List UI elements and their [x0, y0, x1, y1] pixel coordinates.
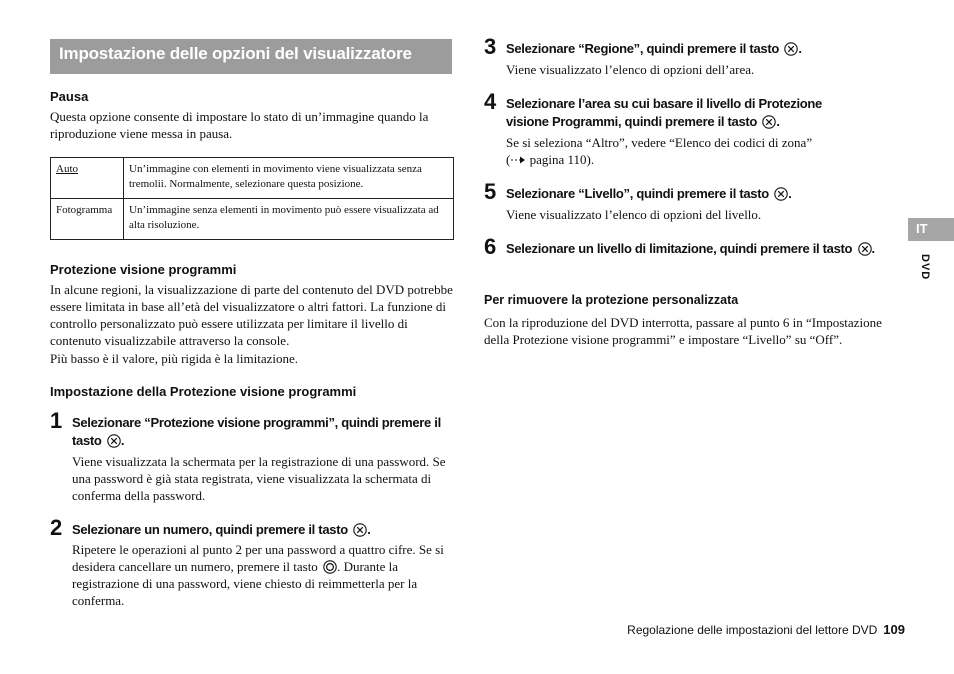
protezione-text: In alcune regioni, la visualizzazione di parte del contenuto del DVD potrebbe essere limitata in base all’età del visualizzatore o altri fattori. La funzione di controllo personalizzato può essere utilizzata per limitare il livello di contenuto visualizzabile attraverso la console. [50, 282, 453, 348]
protezione-note: Più basso è il valore, più rigida è la limitazione. [50, 351, 299, 366]
remove-text: Con la riproduzione del DVD interrotta, passare al punto 6 in “Impostazione della Protezione visione programmi” e impostare “Livello” su “Off”. [484, 315, 882, 347]
step-title: Selezionare “Protezione visione programmi”, quindi premere il tasto . [72, 415, 441, 448]
step-number: 4 [484, 89, 497, 114]
step-body: Ripetere le operazioni al punto 2 per una password a quattro cifre. Se si desidera cancellare un numero, premere il tasto . Durante la registrazione di una password, viene chiesto di reimmetterla per la conferma. [72, 542, 444, 608]
step-body: Viene visualizzata la schermata per la registrazione di una password. Se una password è già stata registrata, viene visualizzata la schermata di conferma della password. [72, 454, 446, 503]
step-title: Selezionare “Livello”, quindi premere il tasto . [506, 186, 792, 201]
remove-heading: Per rimuovere la protezione personalizzata [484, 293, 739, 307]
step-number: 5 [484, 179, 497, 204]
cross-button-icon [762, 115, 776, 129]
circle-button-icon [323, 560, 337, 574]
step-title: Selezionare l’area su cui basare il livello di Protezione visione Programmi, quindi premere il tasto . [506, 96, 822, 129]
pausa-heading: Pausa [50, 89, 89, 104]
step-number: 3 [484, 34, 497, 59]
cross-button-icon [107, 434, 121, 448]
pausa-text: Questa opzione consente di impostare lo stato di un’immagine quando la riproduzione viene messa in pausa. [50, 109, 429, 141]
footer-text: Regolazione delle impostazioni del lettore DVD [627, 623, 878, 637]
cross-button-icon [784, 42, 798, 56]
cross-button-icon [774, 187, 788, 201]
step-title: Selezionare un livello di limitazione, quindi premere il tasto . [506, 241, 875, 256]
arrow-ref-icon [510, 155, 526, 165]
step-number: 1 [50, 408, 63, 433]
table-row [51, 158, 454, 199]
option-key: Auto [51, 158, 124, 199]
step-number: 6 [484, 234, 497, 259]
pausa-options-table [50, 157, 454, 240]
step-body: Se si seleziona “Altro”, vedere “Elenco dei codici di zona” ( pagina 110). [506, 135, 813, 167]
page-number: 109 [883, 622, 905, 637]
section-title: Impostazione delle opzioni del visualizzatore [50, 39, 452, 74]
option-description: Un’immagine con elementi in movimento viene visualizzata senza tremolii. Normalmente, selezionare questa posizione. [124, 158, 454, 199]
cross-button-icon [353, 523, 367, 537]
option-key: Fotogramma [51, 199, 124, 240]
cross-button-icon [858, 242, 872, 256]
page-footer [627, 622, 905, 637]
step-title: Selezionare un numero, quindi premere il tasto . [72, 522, 371, 537]
table-row [51, 199, 454, 240]
section-side-label: DVD [919, 254, 931, 281]
option-description: Un’immagine senza elementi in movimento può essere visualizzata ad alta risoluzione. [124, 199, 454, 240]
step-number: 2 [50, 515, 63, 540]
step-title: Selezionare “Regione”, quindi premere il tasto . [506, 41, 802, 56]
step-body: Viene visualizzato l’elenco di opzioni dell’area. [506, 62, 755, 77]
language-tab: IT [908, 218, 954, 241]
step-body: Viene visualizzato l’elenco di opzioni del livello. [506, 207, 762, 222]
protezione-heading: Protezione visione programmi [50, 262, 237, 277]
setup-heading: Impostazione della Protezione visione programmi [50, 384, 357, 399]
